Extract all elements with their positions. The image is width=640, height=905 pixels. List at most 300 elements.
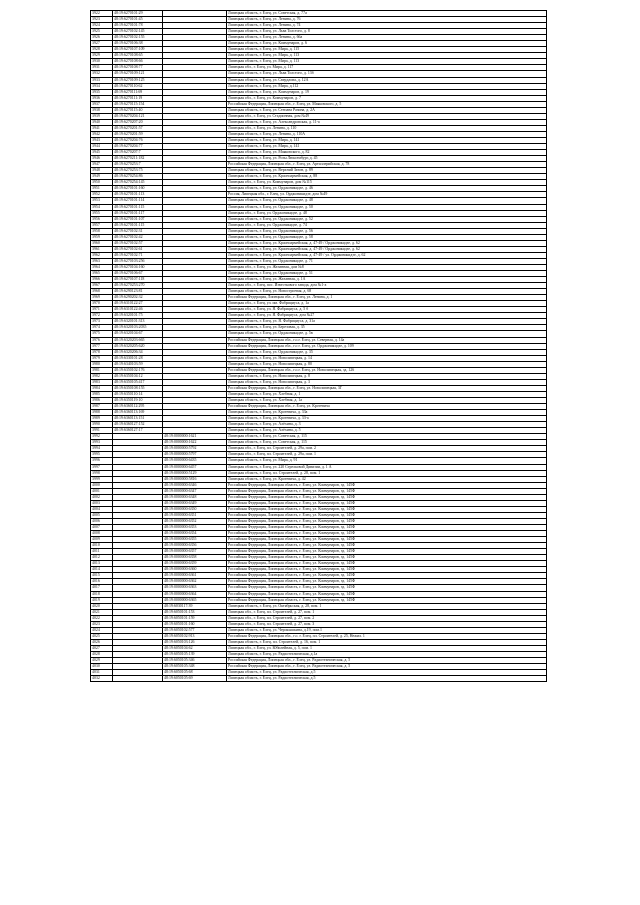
address-cell: Российская Федерация, Липецкая область, г. Елец, ул. Коммунаров, зд. 145Ф — [227, 524, 547, 530]
address-cell: Липецкая область, г. Елец, ул. Красноармейская, д. 47-49 / ул. Орджоникидзе, д. 62 — [227, 252, 547, 258]
cadastral-number-cell: 48:19:6360127:152 — [113, 422, 163, 428]
cadastral-number-alt-cell: 48:19:0000000:6361 — [163, 573, 227, 579]
row-number-cell: 4008 — [91, 531, 113, 537]
row-number-cell: 4030 — [91, 664, 113, 670]
cadastral-number-alt-cell: 48:19:0000000:6355 — [163, 537, 227, 543]
address-cell: Российская Федерация, Липецкая область, г. Елец, ул. Коммунаров, зд. 145Ф — [227, 500, 547, 506]
cadastral-number-cell: 48:19:6270211:182 — [113, 156, 163, 162]
address-cell: Липецкая обл., г. Елец, пл. Строителей, д. 27, пом. 2 — [227, 615, 547, 621]
cadastral-number-cell: 48:19:6320101:313 — [113, 319, 163, 325]
cadastral-number-cell: 48:19:6270107:118 — [113, 277, 163, 283]
cadastral-number-cell: 48:19:6270104:160 — [113, 264, 163, 270]
address-cell: Российская Федерация, Липецкая область, г. Елец, ул. Коммунаров, зд. 145Ф — [227, 579, 547, 585]
address-cell: Российская Федерация, Липецкая область, г. Елец, ул. Коммунаров, зд. 145Ф — [227, 537, 547, 543]
address-cell: Липецкая область, г. Елец, ул. Орджоникидзе, д. 46 — [227, 186, 547, 192]
cadastral-number-cell: 48:19:6320203:665 — [113, 337, 163, 343]
row-number-cell: 3959 — [91, 234, 113, 240]
address-cell: Липецкая обл., г. Елец, пл. Строителей, д. 27, пом. 1 — [227, 609, 547, 615]
row-number-cell: 3925 — [91, 29, 113, 35]
address-cell: Липецкая область, г. Елец, ул. Маяковского, д. 82 — [227, 150, 547, 156]
cadastral-number-cell: 48:19:6270108:65 — [113, 53, 163, 59]
cadastral-number-alt-cell: 48:19:6050105:346 — [163, 658, 227, 664]
row-number-cell: 3981 — [91, 367, 113, 373]
row-number-cell: 3982 — [91, 373, 113, 379]
row-number-cell: 3953 — [91, 198, 113, 204]
row-number-cell: 4025 — [91, 633, 113, 639]
row-number-cell: 4006 — [91, 518, 113, 524]
row-number-cell: 3972 — [91, 313, 113, 319]
address-cell: Липецкая область, г. Елец, ул. Кротевича, д. 33-а — [227, 416, 547, 422]
address-cell: Липецкая область, г. Елец, ул. Верхний Затон, д. 89 — [227, 168, 547, 174]
address-cell: Липецкая область, г. Елец, пл. Строителей, д. 16, пом. 1 — [227, 639, 547, 645]
address-cell: Российская Федерация, Липецкая область, г. Елец, ул. Коммунаров, зд. 145Ф — [227, 555, 547, 561]
cadastral-register-table — [90, 10, 547, 682]
row-number-cell: 3933 — [91, 77, 113, 83]
address-cell: Российская Федерация, Липецкая обл., г.о.г. Елец, ул. Новолипецкая, зд. 126 — [227, 367, 547, 373]
cadastral-number-cell: 48:19:6360113:151 — [113, 416, 163, 422]
row-number-cell: 4001 — [91, 488, 113, 494]
address-cell: Российская Федерация, Липецкая обл., г. Елец, ул. Кротевича — [227, 404, 547, 410]
cadastral-number-cell: 48:19:6270204:77 — [113, 144, 163, 150]
row-number-cell: 3965 — [91, 271, 113, 277]
register-sheet — [90, 10, 546, 682]
row-number-cell: 3928 — [91, 47, 113, 53]
address-cell: Российская Федерация, Липецкая обл., г.о г. Елец, ул. Орджоникидзе, д. 109 — [227, 343, 547, 349]
address-cell: Липецкая область, г. Елец, ул. Мира, д. 141 — [227, 144, 547, 150]
cadastral-number-cell: 48:19:6270102:57 — [113, 240, 163, 246]
row-number-cell: 3943 — [91, 137, 113, 143]
row-number-cell: 4032 — [91, 676, 113, 682]
row-number-cell: 3939 — [91, 113, 113, 119]
row-number-cell: 3960 — [91, 240, 113, 246]
row-number-cell: 3931 — [91, 65, 113, 71]
row-number-cell: 4031 — [91, 670, 113, 676]
cadastral-number-alt-cell: 48:19:0000000:6360 — [163, 567, 227, 573]
row-number-cell: 4026 — [91, 639, 113, 645]
cadastral-number-cell: 48:19:6270101:115 — [113, 222, 163, 228]
cadastral-number-cell: 48:19:6270101:78 — [113, 23, 163, 29]
cadastral-number-cell: 48:19:6270101:115 — [113, 204, 163, 210]
cadastral-number-cell: 48:19:6270107:109 — [113, 47, 163, 53]
address-cell: Российская Федерация, Липецкая область, г. Елец, ул. Коммунаров, зд. 145Ф — [227, 591, 547, 597]
row-number-cell: 4005 — [91, 512, 113, 518]
cadastral-number-cell: 48:19:6270115:154 — [113, 101, 163, 107]
address-cell: Липецкая область, г. Елец, ул. Новолипецкая, д. 3 — [227, 379, 547, 385]
row-number-cell: 4003 — [91, 500, 113, 506]
row-number-cell: 4016 — [91, 579, 113, 585]
row-number-cell: 3997 — [91, 464, 113, 470]
row-number-cell: 4020 — [91, 603, 113, 609]
address-cell: Липецкая область, г. Елец, ул. Новолипецкая, д. 80 — [227, 361, 547, 367]
address-cell: Российская Федерация, Липецкая обл., г. Елец, ул. Ленина, д. 1 — [227, 295, 547, 301]
cadastral-number-cell: 48:19:6270108:77 — [113, 65, 163, 71]
address-cell: Липецкая область, г. Елец, ул. Льва Толстого, д. 8 — [227, 29, 547, 35]
row-number-cell: 3955 — [91, 210, 113, 216]
address-cell: Липецкая область, г. Елец, ул. Желанная, д. 1А — [227, 277, 547, 283]
address-cell: Липецкая область, г. Елец, ул. Мира, д. 113 — [227, 59, 547, 65]
address-cell: Липецкая обл., г. Елец, ул. Стадионная, дом №49 — [227, 113, 547, 119]
address-cell: Российская Федерация, Липецкая область, г. Елец, ул. Коммунаров, зд. 145Ф — [227, 518, 547, 524]
address-cell: Липецкая область, г. Елец, ул. Хлебная, д. 1 — [227, 391, 547, 397]
address-cell: Липецкая область, г. Елец, ул. Советская, д. 115 — [227, 440, 547, 446]
cadastral-number-cell: 48:19:6270102:145 — [113, 29, 163, 35]
table-row — [91, 676, 547, 682]
address-cell: Российская Федерация, Липецкая область, г. Елец, ул. Коммунаров, зд. 145Ф — [227, 494, 547, 500]
row-number-cell: 4000 — [91, 482, 113, 488]
cadastral-number-cell: 48:19:6270106:38 — [113, 41, 163, 47]
address-cell: Липецкая обл., г. Елец, ул. Коммунаров, д. 7 — [227, 95, 547, 101]
row-number-cell: 4009 — [91, 537, 113, 543]
cadastral-number-cell: 48:19:6270254:145 — [113, 180, 163, 186]
row-number-cell: 4027 — [91, 645, 113, 651]
cadastral-number-cell: 48:19:6290202:32 — [113, 295, 163, 301]
row-number-cell: 3990 — [91, 422, 113, 428]
cadastral-number-cell: 48:19:6340103:59 — [113, 361, 163, 367]
cadastral-number-cell: 48:19:6270201:59 — [113, 131, 163, 137]
row-number-cell: 3970 — [91, 301, 113, 307]
address-cell: Липецкая область, г. Елец, ул. Мира, д. 115 — [227, 47, 547, 53]
row-number-cell: 4018 — [91, 591, 113, 597]
row-number-cell: 3996 — [91, 458, 113, 464]
address-cell: Липецкая обл., г. Елец, ул. Юбилейная, д. 5, пом. 1 — [227, 645, 547, 651]
cadastral-number-alt-cell: 48:19:6050102:577 — [163, 627, 227, 633]
row-number-cell: 3927 — [91, 41, 113, 47]
row-number-cell: 3929 — [91, 53, 113, 59]
row-number-cell: 3924 — [91, 23, 113, 29]
row-number-cell: 4028 — [91, 651, 113, 657]
address-cell: Липецкая область, г. Елец, ул. Радиотехническая, д.5 — [227, 670, 547, 676]
row-number-cell: 3988 — [91, 410, 113, 416]
cadastral-number-cell: 48:19:6270102:155 — [113, 35, 163, 41]
address-cell: Липецкая обл., г. Елец, пл. Строителей, д. 29а, пом. 1 — [227, 452, 547, 458]
cadastral-number-alt-cell: 48:19:6050105:348 — [163, 664, 227, 670]
cadastral-number-cell: 48:19:6270102:42 — [113, 234, 163, 240]
address-cell: Российская Федерация, Липецкая обл., г.о. г. Елец, пл. Строителей, д. 25, Нежил. 1 — [227, 633, 547, 639]
row-number-cell: 4023 — [91, 621, 113, 627]
row-number-cell: 3975 — [91, 331, 113, 337]
cadastral-number-cell: 48:19:6330101:28 — [113, 355, 163, 361]
address-cell: Липецкая область, г. Елец, ул. Мира, д. 141 — [227, 137, 547, 143]
address-cell: Липецкая область, г. Елец, ул. Орджоникидзе, д. 52 — [227, 216, 547, 222]
row-number-cell: 3971 — [91, 307, 113, 313]
cadastral-number-alt-cell: 48:19:6050101:153 — [163, 609, 227, 615]
address-cell: Липецкая область, г. Елец, ул. Советская, д. 115 — [227, 434, 547, 440]
address-cell: Российская Федерация, Липецкая область, г. Елец, ул. Коммунаров, зд. 145Ф — [227, 488, 547, 494]
cadastral-number-cell: 48:19:6320206:34 — [113, 349, 163, 355]
cadastral-number-cell: 48:19:6360127:17 — [113, 428, 163, 434]
cadastral-number-alt-cell: 48:19:0000000:6457 — [163, 464, 227, 470]
address-cell: Липецкая область, г. Елец, ул. Орджоникидзе, д. 50 — [227, 204, 547, 210]
cadastral-number-cell: 48:19:6270101:29 — [113, 11, 163, 17]
address-cell: Липецкая обл., г. Елец, ул. Я. Фабрициуса, дом №27 — [227, 313, 547, 319]
row-number-cell: 3935 — [91, 89, 113, 95]
register-rows — [91, 11, 547, 682]
row-number-cell: 3951 — [91, 186, 113, 192]
address-cell: Российская Федерация, Липецкая область, г. Елец, ул. Коммунаров, зд. 145Ф — [227, 567, 547, 573]
row-number-cell: 3991 — [91, 428, 113, 434]
row-number-cell: 3948 — [91, 168, 113, 174]
row-number-cell: 3957 — [91, 222, 113, 228]
address-cell: Липецкая область, г. Елец, ул. Мира, д.112 — [227, 83, 547, 89]
cadastral-number-cell: 48:19:6270101:114 — [113, 198, 163, 204]
cadastral-number-cell: 48:19:6270101:107 — [113, 216, 163, 222]
cadastral-number-alt-cell: 48:19:0000000:6350 — [163, 506, 227, 512]
row-number-cell: 3994 — [91, 446, 113, 452]
address-cell: Липецкая область, г. Елец, ул. Александровская, д. 11-а — [227, 119, 547, 125]
row-number-cell: 4029 — [91, 658, 113, 664]
address-cell: Липецкая область, г. Елец, ул. Новолипецкая, д. 14 — [227, 355, 547, 361]
row-number-cell: 3986 — [91, 398, 113, 404]
address-cell: Российская Федерация, Липецкая область, г. Елец, ул. Коммунаров, зд. 145Ф — [227, 543, 547, 549]
cadastral-number-cell: 48:19:6350105:417 — [113, 379, 163, 385]
cadastral-number-alt-cell: 48:19:6050102:913 — [163, 633, 227, 639]
cadastral-number-alt-cell: 48:19:0000000:6349 — [163, 500, 227, 506]
address-cell: Российская Федерация, Липецкая область, г. Елец, ул. Коммунаров, зд. 145Ф — [227, 573, 547, 579]
cadastral-number-cell: 48:19:6270253:75 — [113, 168, 163, 174]
row-number-cell: 3979 — [91, 355, 113, 361]
cadastral-number-alt-cell: 48:19:0000000:6362 — [163, 579, 227, 585]
row-number-cell: 3937 — [91, 101, 113, 107]
cadastral-number-alt-cell: 48:19:0000000:6356 — [163, 543, 227, 549]
row-number-cell: 3978 — [91, 349, 113, 355]
cadastral-number-cell: 48:19:6270115:40 — [113, 107, 163, 113]
row-number-cell: 4011 — [91, 549, 113, 555]
row-number-cell: 4012 — [91, 555, 113, 561]
address-cell: Липецкая область, г. Елец, ул. Красноармейская, д. 47-49 / Орджоникидзе, д. 62 — [227, 240, 547, 246]
cadastral-number-alt-cell: 48:19:0000000:5797 — [163, 452, 227, 458]
cadastral-number-alt-cell: 48:19:0000000:6352 — [163, 518, 227, 524]
cadastral-number-cell: 48:19:6350110:14 — [113, 391, 163, 397]
address-cell: Российская Федерация, Липецкая обл., г. Елец, ул. Маяковского, д. 5 — [227, 101, 547, 107]
address-cell: Российская Федерация, Липецкая область, г. Елец, ул. Коммунаров, зд. 145Ф — [227, 531, 547, 537]
row-number-cell: 3987 — [91, 404, 113, 410]
cadastral-number-cell: 48:19:6270101:160 — [113, 186, 163, 192]
address-cell: Липецкая область, г. Елец, ул. Хлебная, д. 1а — [227, 398, 547, 404]
cadastral-number-alt-cell: 48:19:6050105:139 — [163, 651, 227, 657]
address-cell: Липецкая область, г. Елец, ул. Мира, д. 113 — [227, 53, 547, 59]
cadastral-number-cell: 48:19:6320104:67 — [113, 331, 163, 337]
row-number-cell: 3956 — [91, 216, 113, 222]
cadastral-number-cell: 48:19:6320101:75 — [113, 313, 163, 319]
cadastral-number-cell: 48:19:6270109:125 — [113, 77, 163, 83]
row-number-cell: 3938 — [91, 107, 113, 113]
row-number-cell: 3980 — [91, 361, 113, 367]
row-number-cell: 3983 — [91, 379, 113, 385]
address-cell: Российская Федерация, Липецкая область, г. Елец, ул. Коммунаров, зд. 145Ф — [227, 585, 547, 591]
address-cell: Липецкая область, г. Елец, ул. Орджоникидзе, д. 51 — [227, 271, 547, 277]
address-cell: Липецкая область, г. Елец, ул. Я. Фабрициуса, д. 31а — [227, 319, 547, 325]
address-cell: Липецкая обл., г. Елец, ул. Ленина, д. 110 — [227, 125, 547, 131]
cadastral-number-alt-cell: 48:19:0000000:6353 — [163, 524, 227, 530]
cadastral-number-alt-cell: 48:19:6050101:159 — [163, 615, 227, 621]
row-number-cell: 3998 — [91, 470, 113, 476]
row-number-cell: 3977 — [91, 343, 113, 349]
row-number-cell: 3930 — [91, 59, 113, 65]
row-number-cell: 3995 — [91, 452, 113, 458]
address-cell: Российская Федерация, Липецкая область, г. Елец, ул. Коммунаров, зд. 145Ф — [227, 549, 547, 555]
address-cell: Липецкая область, г. Елец, ул. Розы Люксембург, д. 45 — [227, 156, 547, 162]
row-number-cell: 3984 — [91, 385, 113, 391]
address-cell: Липецкая обл., г. Елец, ул. Мира, д. 117 — [227, 65, 547, 71]
cadastral-number-alt-cell: 48:19:0000000:6351 — [163, 512, 227, 518]
cadastral-number-alt-cell: 48:19:6050104:62 — [163, 645, 227, 651]
address-cell: Липецкая область, г. Елец, ул. Черокышкина, д.19, пом.1 — [227, 627, 547, 633]
row-number-cell: 3969 — [91, 295, 113, 301]
cadastral-number-cell: 48:19:6270254:86 — [113, 174, 163, 180]
row-number-cell: 3961 — [91, 246, 113, 252]
address-cell: Липецкая область, г. Елец, пл. Строителей, д. 28, пом. 1 — [227, 470, 547, 476]
row-number-cell: 3945 — [91, 150, 113, 156]
cadastral-number-cell — [113, 676, 163, 682]
row-number-cell: 4024 — [91, 627, 113, 633]
address-cell: Липецкая область, г. Елец, ул. Орджоникидзе, д. 35 — [227, 349, 547, 355]
address-cell: Липецкая обл., г. Елец, ул. Орджоникидзе, д. 74 — [227, 222, 547, 228]
cadastral-number-cell: 48:19:6270111:69 — [113, 89, 163, 95]
row-number-cell: 3932 — [91, 71, 113, 77]
cadastral-number-alt-cell: 48:19:6050105:69 — [163, 676, 227, 682]
row-number-cell: 3952 — [91, 192, 113, 198]
row-number-cell: 3973 — [91, 319, 113, 325]
row-number-cell: 4014 — [91, 567, 113, 573]
cadastral-number-alt-cell: 48:19:0000000:1622 — [163, 440, 227, 446]
cadastral-number-cell: 48:19:6270111:19 — [113, 95, 163, 101]
address-cell: Липецкая область, г. Елец, ул. Орджоникидзе, д. 71 — [227, 258, 547, 264]
row-number-cell: 3968 — [91, 289, 113, 295]
cadastral-number-cell: 48:19:6310122:27 — [113, 301, 163, 307]
cadastral-number-alt-cell: 48:19:0000000:6354 — [163, 531, 227, 537]
cadastral-number-cell: 48:19:6270253:7 — [113, 162, 163, 168]
address-cell: Липецкая область, г. Елец, ул. Мира, д. 91 — [227, 458, 547, 464]
row-number-cell: 3944 — [91, 144, 113, 150]
cadastral-number-cell: 48:19:6270204:76 — [113, 137, 163, 143]
address-cell: Липецкая область, г. Елец, ул. Орджоникидзе, д. 48 — [227, 198, 547, 204]
cadastral-number-cell: 48:19:6310122:46 — [113, 307, 163, 313]
address-cell: Липецкая область, г. Елец, ул. Свердлова, д. 12А — [227, 77, 547, 83]
row-number-cell: 3967 — [91, 283, 113, 289]
address-cell: Липецкая область, г. Елец, ул. Кротевича, д. 42 — [227, 476, 547, 482]
address-cell: Липецкая область, г. Елец, ул. Новостроевая, д. 68 — [227, 289, 547, 295]
cadastral-number-alt-cell: 48:19:6050103:126 — [163, 639, 227, 645]
row-number-cell: 3976 — [91, 337, 113, 343]
row-number-cell: 3958 — [91, 228, 113, 234]
row-number-cell: 3963 — [91, 258, 113, 264]
address-cell: Россия, Липецкая обл., г. Елец, ул. Орджоникидзе, дом №49 — [227, 192, 547, 198]
address-cell: Российская Федерация, Липецкая область, г. Елец, ул. Коммунаров, зд. 145Ф — [227, 482, 547, 488]
row-number-cell: 3947 — [91, 162, 113, 168]
cadastral-number-cell: 48:19:6270102:31 — [113, 228, 163, 234]
row-number-cell: 3942 — [91, 131, 113, 137]
cadastral-number-alt-cell: 48:19:0000000:6357 — [163, 549, 227, 555]
row-number-cell: 4022 — [91, 615, 113, 621]
cadastral-number-cell: 48:19:6270102:61 — [113, 246, 163, 252]
cadastral-number-cell: 48:19:6270103:256 — [113, 258, 163, 264]
address-cell: Липецкая область, г. Елец, ул. Орджоникидзе, д. 56 — [227, 228, 547, 234]
cadastral-number-cell: 48:19:6290123:81 — [113, 289, 163, 295]
row-number-cell: 3934 — [91, 83, 113, 89]
cadastral-number-cell: 48:19:6350119:10 — [113, 398, 163, 404]
address-cell: Липецкая обл., г. Елец, ул. Я. Фабрициуса, д. 5 б — [227, 307, 547, 313]
address-cell: Российская Федерация, Липецкая область, г. Елец, ул. Коммунаров, зд. 145Ф — [227, 561, 547, 567]
address-cell: Липецкая область, г. Елец, ул. Кротевича, д. 33а — [227, 410, 547, 416]
cadastral-number-cell: 48:19:6320103:2035 — [113, 325, 163, 331]
cadastral-number-cell: 48:19:6360112:295 — [113, 404, 163, 410]
row-number-cell: 3936 — [91, 95, 113, 101]
row-number-cell: 3941 — [91, 125, 113, 131]
address-cell: Липецкая область, г. Елец, ул. Коммунаров, д. 19 — [227, 89, 547, 95]
address-cell: Липецкая область, г. Елец, ул. Степана Разина, д. 2А — [227, 107, 547, 113]
row-number-cell: 3993 — [91, 440, 113, 446]
cadastral-number-alt-cell: 48:19:0000000:5129 — [163, 470, 227, 476]
cadastral-number-alt-cell: 48:19:6030117:39 — [163, 603, 227, 609]
address-cell: Российская Федерация, Липецкая область, г. Елец, ул. Коммунаров, зд. 145Ф — [227, 597, 547, 603]
address-cell: Липецкая область, г. Елец, ул. Октябрьская, д. 28, пом. 1 — [227, 603, 547, 609]
cadastral-number-cell: 48:19:6270108:66 — [113, 59, 163, 65]
row-number-cell: 3950 — [91, 180, 113, 186]
cadastral-number-alt-cell: 48:19:0000000:5792 — [163, 446, 227, 452]
cadastral-number-cell: 48:19:6270110:62 — [113, 83, 163, 89]
address-cell: Липецкая область, г. Елец, ул. Ленина, д. 66а — [227, 35, 547, 41]
cadastral-number-alt-cell: 48:19:0000000:6363 — [163, 585, 227, 591]
row-number-cell: 3926 — [91, 35, 113, 41]
cadastral-number-alt-cell: 48:19:0000000:6347 — [163, 488, 227, 494]
address-cell: Липецкая область, г. Елец, ул. Красноармейская, д. 88 — [227, 174, 547, 180]
row-number-cell: 3989 — [91, 416, 113, 422]
cadastral-number-cell: 48:19:6270207:20 — [113, 119, 163, 125]
row-number-cell: 3954 — [91, 204, 113, 210]
address-cell: Липецкая область, г. Елец, ул. Алёхина, д. 3 — [227, 422, 547, 428]
row-number-cell: 3962 — [91, 252, 113, 258]
cadastral-number-cell: 48:19:6270109:121 — [113, 71, 163, 77]
cadastral-number-alt-cell: 48:19:0000000:1621 — [163, 434, 227, 440]
cadastral-number-cell: 48:19:6320205:620 — [113, 343, 163, 349]
cadastral-number-alt-cell: 48:19:6050101:160 — [163, 621, 227, 627]
address-cell: Липецкая область, г. Елец, ул. Орджоникидзе, д. 58 — [227, 234, 547, 240]
address-cell: Российская Федерация, Липецкая обл., г. Елец, ул. Новолипецкая, 3Г — [227, 385, 547, 391]
row-number-cell: 3964 — [91, 264, 113, 270]
row-number-cell: 4019 — [91, 597, 113, 603]
cadastral-number-alt-cell: 48:19:0000000:6359 — [163, 561, 227, 567]
address-cell: Липецкая область, г. Елец, ул. Ленина, д. 110А — [227, 131, 547, 137]
address-cell: Липецкая область, г. Елец, ул. Советская, д. 77а — [227, 11, 547, 17]
row-number-cell: 4017 — [91, 585, 113, 591]
address-cell: Российская Федерация, Липецкая область, г. Елец, ул. Коммунаров, зд. 145Ф — [227, 512, 547, 518]
address-cell: Липецкая область, г. Елец, ул. Ленина, д. 76 — [227, 17, 547, 23]
address-cell: Липецкая обл., г. Елец, пл. Строителей, д. 27, пом. 3 — [227, 621, 547, 627]
row-number-cell: 4002 — [91, 494, 113, 500]
cadastral-number-alt-cell: 48:19:0000000:6358 — [163, 555, 227, 561]
cadastral-number-alt-cell: 48:19:0000000:6365 — [163, 597, 227, 603]
row-number-cell: 3946 — [91, 156, 113, 162]
address-cell: Липецкая обл., г. Елец, ул. Орджоникидзе, д. 48 — [227, 210, 547, 216]
address-cell: Липецкая обл., г. Елец, ул. Коммунаров, дом №115 — [227, 180, 547, 186]
row-number-cell: 3992 — [91, 434, 113, 440]
row-number-cell: 3949 — [91, 174, 113, 180]
address-cell: Липецкая область, г. Елец, ул. Ленина, д. 74 — [227, 23, 547, 29]
row-number-cell: 4021 — [91, 609, 113, 615]
address-cell: Липецкая область, г. Елец, ул. Радиотехническая, д.5 — [227, 676, 547, 682]
row-number-cell: 4004 — [91, 506, 113, 512]
address-cell: Липецкая область, г. Елец, ул. Коммунаров, д. 6 — [227, 41, 547, 47]
cadastral-number-cell: 48:19:6270253:270 — [113, 283, 163, 289]
row-number-cell: 3974 — [91, 325, 113, 331]
address-cell: Липецкая область, г. Елец, ул. Алёхина, д. 5 — [227, 428, 547, 434]
address-cell: Российская Федерация, Липецкая область, г. Елец, ул. Коммунаров, зд. 145Ф — [227, 506, 547, 512]
address-cell: Липецкая область, г. Елец, ул. 220 Стрелковой Дивизии, д. 1 А — [227, 464, 547, 470]
address-cell: Липецкая область, г. Елец, ул. Радиотехническая, д.1а — [227, 651, 547, 657]
cadastral-number-alt-cell: 48:19:0000000:6364 — [163, 591, 227, 597]
cadastral-number-cell: 48:19:6270101:117 — [113, 210, 163, 216]
address-cell: Липецкая область, г. Елец, ул. Новолипецкая, д. 8 — [227, 373, 547, 379]
